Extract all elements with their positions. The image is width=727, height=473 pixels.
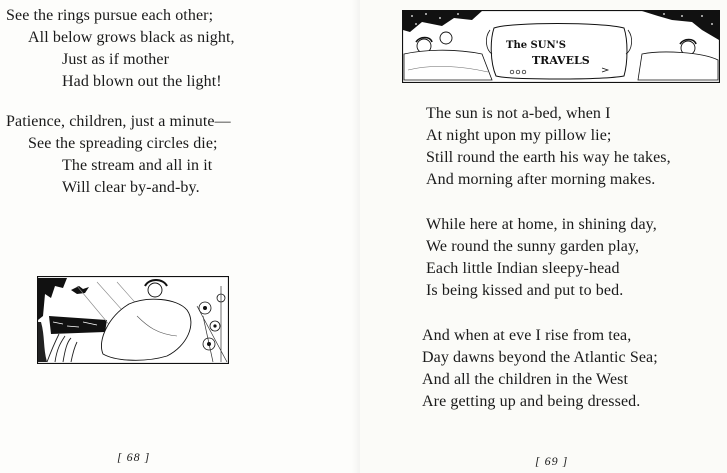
child-by-stream-illustration (37, 276, 229, 364)
poem-line: Each little Indian sleepy-head (426, 260, 620, 277)
page-number: [ 68 ] (117, 450, 151, 464)
poem-line: At night upon my pillow lie; (426, 127, 612, 144)
poem-line: See the spreading circles die; (28, 135, 218, 152)
right-page (360, 0, 727, 473)
poem-line: Just as if mother (62, 51, 170, 68)
poem-line: And all the children in the West (422, 371, 629, 388)
poem-line: See the rings pursue each other; (6, 7, 214, 24)
left-page (0, 0, 360, 473)
poem-line: Is being kissed and put to bed. (426, 282, 624, 299)
poem-line: Will clear by-and-by. (62, 179, 200, 196)
poem-line: We round the sunny garden play, (426, 238, 640, 255)
poem-line: Day dawns beyond the Atlantic Sea; (422, 349, 658, 366)
poem-line: All below grows black as night, (28, 29, 235, 46)
poem-line: While here at home, in shining day, (426, 216, 657, 233)
poem-line: And when at eve I rise from tea, (422, 327, 632, 344)
poem-line: Are getting up and being dressed. (422, 393, 641, 410)
poem-line: The stream and all in it (62, 157, 213, 174)
poem-line: Still round the earth his way he takes, (426, 149, 671, 166)
header-title-line2: TRAVELS (532, 54, 590, 67)
header-title-line1: The SUN'S (506, 40, 566, 51)
poem-line: Patience, children, just a minute— (6, 113, 231, 130)
poem-line: The sun is not a-bed, when I (426, 105, 611, 122)
poem-line: And morning after morning makes. (426, 171, 656, 188)
page-number: [ 69 ] (535, 454, 569, 468)
poem-line: Had blown out the light! (62, 73, 222, 90)
suns-travels-header-illustration (402, 10, 720, 83)
